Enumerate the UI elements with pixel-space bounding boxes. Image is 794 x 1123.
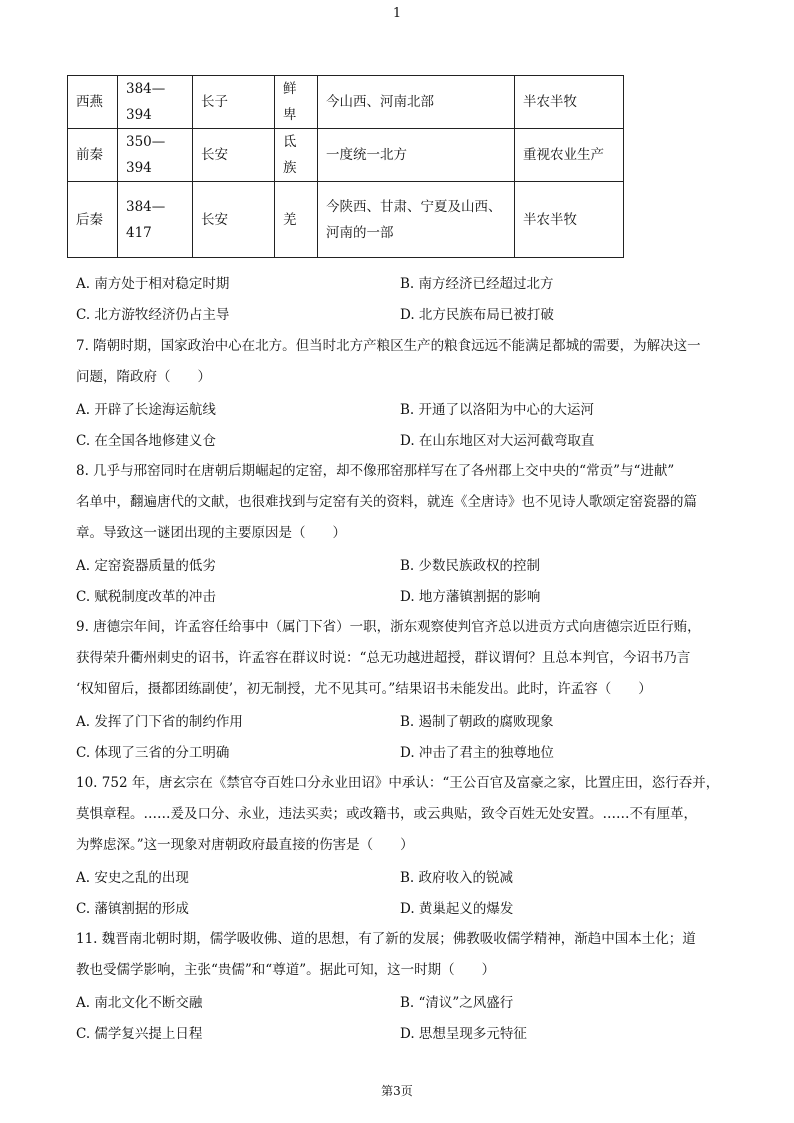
q7-option-b[interactable]: B. 开通了以洛阳为中心的大运河 xyxy=(400,402,595,418)
q8-option-a[interactable]: A. 定窑瓷器质量的低劣 xyxy=(76,558,216,574)
stem-line: ‘权知留后，摄都团练副使’，初无制授，尤不见其可。”结果诏书未能发出。此时，许孟容（ ） xyxy=(76,681,652,697)
q10-option-b[interactable]: B. 政府收入的锐减 xyxy=(400,870,514,886)
table-cell: 重视农业生产 xyxy=(515,129,624,182)
region-line: 今陕西、甘肃、宁夏及山西、 xyxy=(326,198,502,215)
q11-option-b[interactable]: B. “清议”之风盛行 xyxy=(400,995,514,1011)
table-cell: 长安 xyxy=(193,129,275,182)
q10-option-a[interactable]: A. 安史之乱的出现 xyxy=(76,870,189,886)
q10-option-c[interactable]: C. 藩镇割据的形成 xyxy=(76,901,189,917)
q9-option-d[interactable]: D. 冲击了君主的独尊地位 xyxy=(400,745,554,761)
table-row xyxy=(68,129,624,182)
table-cell: 长安 xyxy=(193,182,275,258)
table-cell: 鲜卑 xyxy=(275,76,318,129)
q11-option-a[interactable]: A. 南北文化不断交融 xyxy=(76,995,203,1011)
q6-option-a[interactable]: A. 南方处于相对稳定时期 xyxy=(76,276,230,292)
page-number-top: 1 xyxy=(392,6,402,21)
table-cell-region xyxy=(318,182,515,258)
table-cell: 半农半牧 xyxy=(515,182,624,258)
q11-option-d[interactable]: D. 思想呈现多元特征 xyxy=(400,1026,527,1042)
stem-line: 获得荣升衢州刺史的诏书，许孟容在群议时说：“总无功越进超授，群议谓何？且总本判官，今诏书乃言 xyxy=(76,650,691,666)
table-cell: 半农半牧 xyxy=(515,76,624,129)
table-cell: 氐族 xyxy=(275,129,318,182)
stem-line: 莫惧章程。……爰及口分、永业，违法买卖；或改籍书，或云典贴，致令百姓无处安置。……不有厘革， xyxy=(76,806,697,822)
q10-option-d[interactable]: D. 黄巢起义的爆发 xyxy=(400,901,514,917)
q11-option-c[interactable]: C. 儒学复兴提上日程 xyxy=(76,1026,203,1042)
q9-option-b[interactable]: B. 遏制了朝政的腐败现象 xyxy=(400,714,554,730)
stem-line: 教也受儒学影响，主张“贵儒”和“尊道”。据此可知，这一时期（ ） xyxy=(76,962,496,978)
stem-line: 名单中，翻遍唐代的文献，也很难找到与定窑有关的资料，就连《全唐诗》也不见诗人歌颂定窑瓷器的篇 xyxy=(76,494,697,510)
stem-line: 10. 752 年，唐玄宗在《禁官夺百姓口分永业田诏》中承认：“王公百官及富豪之家，比置庄田，恣行吞并， xyxy=(76,775,720,791)
table-cell: 384—394 xyxy=(118,76,193,129)
q8-option-d[interactable]: D. 地方藩镇割据的影响 xyxy=(400,589,541,605)
stem-line: 章。导致这一谜团出现的主要原因是（ ） xyxy=(76,525,346,541)
q6-option-d[interactable]: D. 北方民族布局已被打破 xyxy=(400,307,554,323)
q8-option-b[interactable]: B. 少数民族政权的控制 xyxy=(400,558,541,574)
q9-stem xyxy=(76,612,726,705)
stem-line: 8. 几乎与邢窑同时在唐朝后期崛起的定窑，却不像邢窑那样写在了各州郡上交中央的“常贡”与“进献” xyxy=(76,463,675,479)
q8-option-c[interactable]: C. 赋税制度改革的冲击 xyxy=(76,589,216,605)
q10-stem xyxy=(76,768,726,861)
table-cell: 384—417 xyxy=(118,182,193,258)
page-footer: 第3页 xyxy=(381,1084,413,1098)
table-cell: 前秦 xyxy=(68,129,118,182)
q7-option-c[interactable]: C. 在全国各地修建义仓 xyxy=(76,433,216,449)
stem-line: 为弊虑深。”这一现象对唐朝政府最直接的伤害是（ ） xyxy=(76,837,414,853)
table-cell: 今山西、河南北部 xyxy=(318,76,515,129)
table-cell: 西燕 xyxy=(68,76,118,129)
q8-stem xyxy=(76,456,726,549)
q11-stem xyxy=(76,924,726,986)
q6-option-c[interactable]: C. 北方游牧经济仍占主导 xyxy=(76,307,230,323)
q7-option-d[interactable]: D. 在山东地区对大运河截弯取直 xyxy=(400,433,595,449)
q6-option-b[interactable]: B. 南方经济已经超过北方 xyxy=(400,276,554,292)
q7-stem xyxy=(76,331,726,393)
table-row xyxy=(68,76,624,129)
table-row xyxy=(68,182,624,258)
stem-line: 9. 唐德宗年间，许孟容任给事中（属门下省）一职，浙东观察使判官齐总以进贡方式向唐德宗近臣行贿， xyxy=(76,619,701,635)
q9-option-a[interactable]: A. 发挥了门下省的制约作用 xyxy=(76,714,243,730)
table-cell: 一度统一北方 xyxy=(318,129,515,182)
dynasty-table xyxy=(67,75,624,258)
table-cell: 后秦 xyxy=(68,182,118,258)
stem-line: 问题，隋政府（ ） xyxy=(76,369,211,385)
stem-line: 11. 魏晋南北朝时期，儒学吸收佛、道的思想，有了新的发展；佛教吸收儒学精神，渐趋中国本土化；道 xyxy=(76,931,696,947)
q7-option-a[interactable]: A. 开辟了长途海运航线 xyxy=(76,402,216,418)
q9-option-c[interactable]: C. 体现了三省的分工明确 xyxy=(76,745,230,761)
table-cell: 长子 xyxy=(193,76,275,129)
stem-line: 7. 隋朝时期，国家政治中心在北方。但当时北方产粮区生产的粮食远远不能满足都城的需要，为解决这一 xyxy=(76,338,701,354)
table-cell: 羌 xyxy=(275,182,318,258)
region-line: 河南的一部 xyxy=(326,224,394,241)
table-cell: 350—394 xyxy=(118,129,193,182)
